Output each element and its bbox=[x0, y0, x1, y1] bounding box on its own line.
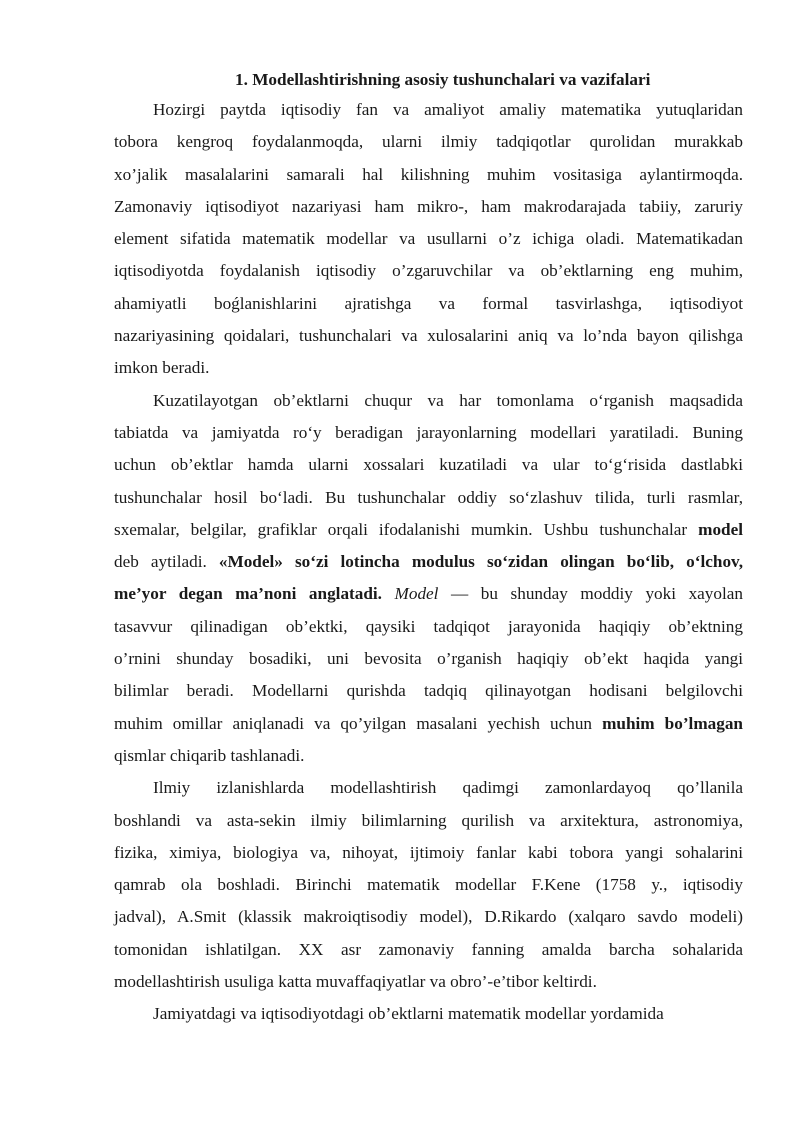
text-line bbox=[114, 869, 743, 901]
text-run: tobora kengroq foydalanmoqda, ularni ilmiy tadqiqotlar qurolidan murakkab bbox=[114, 132, 743, 152]
bold-run: me’yor degan ma’noni anglatadi. bbox=[114, 584, 382, 604]
text-run: ahamiyatli boǵlanishlarini ajratishga va formal tasvirlashga, iqtisodiyot bbox=[114, 293, 743, 313]
text-line bbox=[114, 611, 743, 643]
text-run: imkon beradi. bbox=[114, 358, 210, 378]
text-run: tomonidan ishlatilgan. XX asr zamonaviy fanning amalda barcha sohalarida bbox=[114, 939, 743, 959]
text-run: qismlar chiqarib tashlanadi. bbox=[114, 745, 305, 765]
text-run: muhim omillar aniqlanadi va qo’yilgan masalani yechish uchun bbox=[114, 713, 603, 733]
text-run: Hozirgi paytda iqtisodiy fan va amaliyot amaliy matematika yutuqlaridan bbox=[153, 100, 743, 119]
text-run: Ilmiy izlanishlarda modellashtirish qadimgi zamonlardayoq qo’llanila bbox=[153, 778, 743, 798]
text-line bbox=[114, 255, 743, 287]
paragraph bbox=[114, 772, 743, 998]
text-line bbox=[114, 514, 743, 546]
bold-run: muhim bo’lmagan bbox=[602, 713, 743, 733]
text-run: deb aytiladi. bbox=[114, 552, 219, 572]
text-run: xo’jalik masalalarini samarali hal kilishning muhim vositasiga aylantirmoqda. bbox=[114, 164, 743, 184]
text-line bbox=[114, 320, 743, 352]
text-line bbox=[114, 901, 743, 933]
text-line bbox=[114, 740, 743, 772]
text-line bbox=[114, 449, 743, 481]
text-line bbox=[114, 385, 743, 417]
text-run bbox=[382, 584, 395, 603]
text-line bbox=[114, 94, 743, 126]
text-line bbox=[114, 966, 743, 998]
bold-run: model bbox=[698, 519, 743, 539]
text-line bbox=[114, 352, 743, 384]
text-line bbox=[114, 223, 743, 255]
text-run: fizika, ximiya, biologiya va, nihoyat, ijtimoiy fanlar kabi tobora yangi sohalarini bbox=[114, 842, 743, 862]
bold-run: «Model» so‘zi lotincha modulus so‘zidan olingan bo‘lib, o‘lchov, bbox=[218, 552, 743, 572]
text-run: modellashtirish usuliga katta muvaffaqiyatlar va obro’-e’tibor keltirdi. bbox=[114, 972, 597, 992]
text-run: tushunchalar hosil bo‘ladi. Bu tushunchalar oddiy so‘zlashuv tilida, turli rasmlar, bbox=[114, 487, 743, 507]
text-line bbox=[114, 934, 743, 966]
text-line bbox=[114, 417, 743, 449]
text-line bbox=[114, 578, 743, 610]
text-run: sxemalar, belgilar, grafiklar orqali ifodalanishi mumkin. Ushbu tushunchalar bbox=[114, 519, 699, 539]
text-run: Kuzatilayotgan ob’ektlarni chuqur va har tomonlama o‘rganish maqsadida bbox=[153, 390, 743, 410]
text-line bbox=[114, 191, 743, 223]
text-run: qamrab ola boshladi. Birinchi matematik modellar F.Kene (1758 y., iqtisodiy bbox=[114, 875, 743, 895]
italic-run: Model bbox=[394, 584, 439, 604]
text-run: jadval), A.Smit (klassik makroiqtisodiy model), D.Rikardo (xalqaro savdo modeli) bbox=[114, 907, 743, 927]
section-title: 1. Modellashtirishning asosiy tushunchalari va vazifalari bbox=[235, 70, 651, 89]
paragraph bbox=[114, 998, 743, 1030]
text-line bbox=[114, 805, 743, 837]
document-body bbox=[114, 94, 743, 1031]
text-line bbox=[114, 546, 743, 578]
text-run: Zamonaviy iqtisodiyot nazariyasi ham mikro-, ham makrodarajada tabiiy, zaruriy bbox=[114, 196, 743, 216]
text-line bbox=[114, 675, 743, 707]
text-run: uchun ob’ektlar hamda ularni xossalari kuzatiladi va ular to‘g‘risida dastlabki bbox=[114, 455, 743, 475]
text-run: — bu shunday moddiy yoki xayolan bbox=[438, 584, 743, 604]
text-line bbox=[114, 772, 743, 804]
text-run: tasavvur qilinadigan ob’ektki, qaysiki tadqiqot jarayonida haqiqiy ob’ektning bbox=[114, 616, 743, 636]
text-line bbox=[114, 837, 743, 869]
text-run: iqtisodiyotda foydalanish iqtisodiy o’zgaruvchilar va ob’ektlarning eng muhim, bbox=[114, 261, 743, 281]
text-line bbox=[114, 288, 743, 320]
text-line bbox=[114, 708, 743, 740]
text-line bbox=[114, 159, 743, 191]
text-run: bilimlar beradi. Modellarni qurishda tadqiq qilinayotgan hodisani belgilovchi bbox=[114, 681, 743, 701]
paragraph bbox=[114, 385, 743, 773]
text-line bbox=[114, 482, 743, 514]
text-run: tabiatda va jamiyatda ro‘y beradigan jarayonlarning modellari yaratiladi. Buning bbox=[114, 422, 743, 442]
text-run: element sifatida matematik modellar va usullarni o’z ichiga oladi. Matematikadan bbox=[114, 229, 743, 249]
text-line bbox=[114, 643, 743, 675]
text-run: boshlandi va asta-sekin ilmiy bilimlarning qurilish va arxitektura, astronomiya, bbox=[114, 810, 743, 830]
text-line bbox=[114, 998, 743, 1030]
paragraph bbox=[114, 94, 743, 385]
text-run: Jamiyatdagi va iqtisodiyotdagi ob’ektlarni matematik modellar yordamida bbox=[153, 1004, 664, 1024]
text-run: nazariyasining qoidalari, tushunchalari va xulosalarini aniq va lo’nda bayon qilishga bbox=[114, 326, 743, 346]
text-run: o’rnini shunday bosadiki, uni bevosita o’rganish haqiqiy ob’ekt haqida yangi bbox=[114, 649, 743, 669]
text-line bbox=[114, 126, 743, 158]
